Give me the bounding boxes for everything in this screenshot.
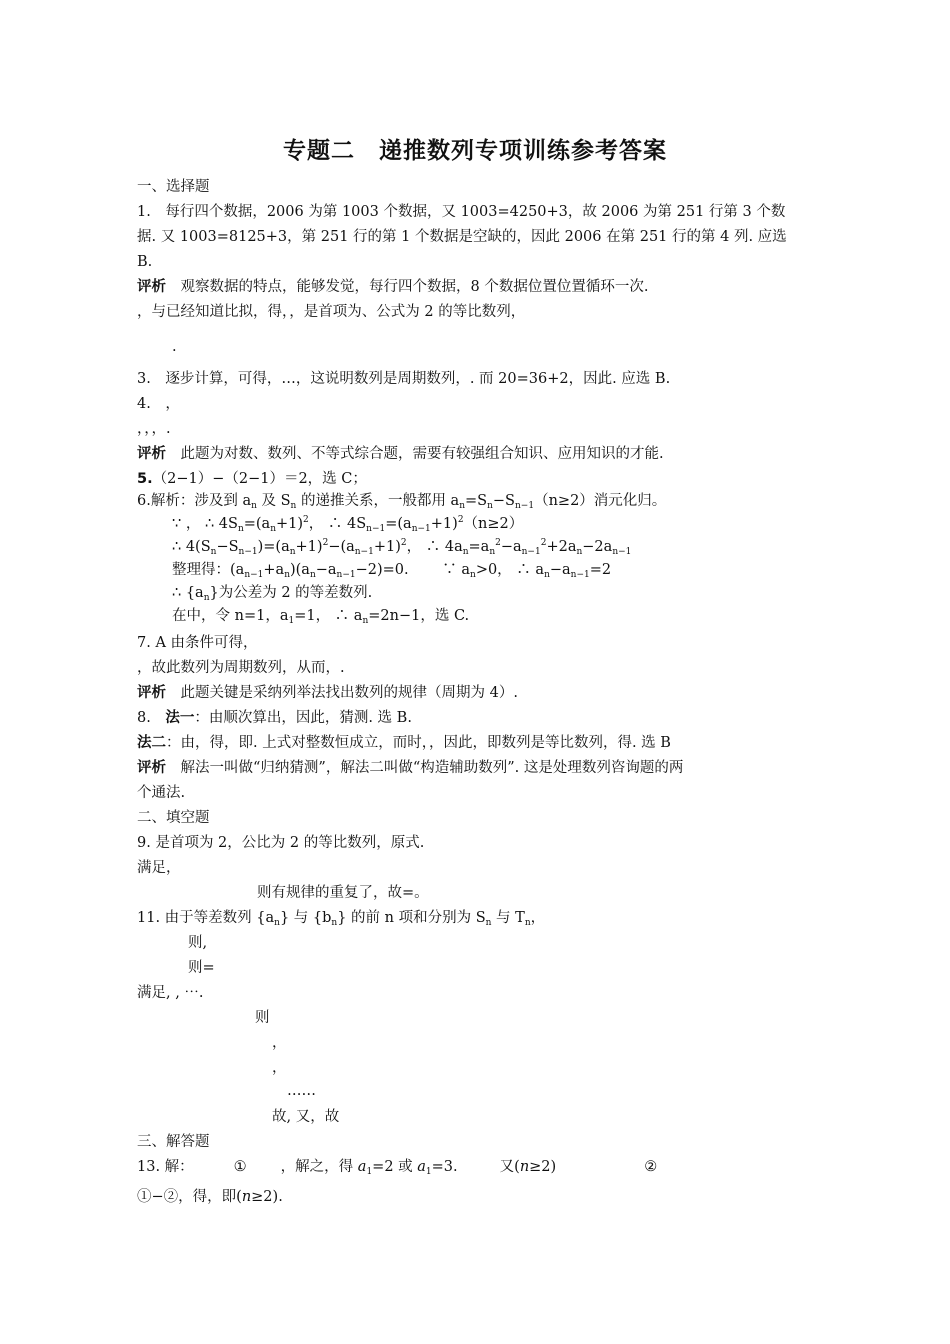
q1-line-3: B. xyxy=(137,254,153,270)
q6-line-6: 在中，令 n=1，$a_1=1$， ∴ $a_n=2n-1$，选 C. xyxy=(172,608,470,626)
q13-line-2: ①−②，得，即(n≥2). xyxy=(137,1189,283,1205)
q1-line-1: 1. 每行四个数据，2006 为第 1003 个数据，又 1003=4250+3，故 2006 为第 251 行第 3 个数 xyxy=(137,204,786,220)
q10-line-2: 则有规律的重复了，故=。 xyxy=(257,885,429,901)
q11-line-2: 则, xyxy=(188,935,208,951)
page-title: 专题二 递推数列专项训练参考答案 xyxy=(283,138,667,164)
q12-line-6: 故, 又，故 xyxy=(272,1109,340,1125)
q8-review xyxy=(137,757,683,779)
q6-line-5: ∴ $\{a_n\}$为公差为 2 的等差数列. xyxy=(172,585,373,603)
q6-line-1: 6.解析：涉及到 $a_n$ 及 $S_n$ 的递推关系，一般都用 $a_n=S_n-S_{n-1}(n\ge 2)$消元化归。 xyxy=(137,493,667,511)
q1-line-2: 据. 又 1003=8125+3，第 251 行的第 1 个数据是空缺的，因此 2006 在第 251 行的第 4 列. 应选 xyxy=(137,229,787,245)
review-text: 解法一叫做“归纳猜测”，解法二叫做“构造辅助数列”. 这是处理数列咨询题的两 xyxy=(166,760,684,776)
q6-line-2: ∵ ， ∴ $4S_n=(a_n+1)^2$， ∴ $4S_{n-1}=(a_{n-1}+1)^2(n\ge 2)$ xyxy=(172,515,524,534)
section-heading-choice: 一、选择题 xyxy=(137,179,210,195)
section-heading-fill: 二、填空题 xyxy=(137,810,210,826)
q2-line-2: . xyxy=(172,339,177,355)
q12-line-1: 满足, , ⋯. xyxy=(137,985,204,1001)
review-label: 评析 xyxy=(137,760,166,776)
q10-line-1: 满足， xyxy=(137,860,181,876)
q8-review-cont: 个通法. xyxy=(137,785,186,801)
q12-line-5: …… xyxy=(287,1083,316,1099)
q3-line: 3. 逐步计算，可得，…，这说明数列是周期数列，. 而 20=36+2，因此. 应选 B. xyxy=(137,371,671,387)
q6-line-4: 整理得：$(a_{n-1}+a_n)(a_n-a_{n-1}-2)=0$. ∵ $a_n>0$， ∴ $a_n-a_{n-1}=2$ xyxy=(172,562,612,580)
q1-review xyxy=(137,276,648,298)
q8-line-1: 8. 法一：由顺次算出，因此，猜测. 选 B. xyxy=(137,710,412,726)
method-label: 法二 xyxy=(137,735,166,751)
review-label: 评析 xyxy=(137,279,166,295)
q7-line-1: 7. A 由条件可得， xyxy=(137,635,258,651)
review-label: 评析 xyxy=(137,685,166,701)
q6-line-3: ∴ $4(S_n-S_{n-1})=(a_n+1)^2-(a_{n-1}+1)^2$， ∴ $4a_n=a_n^2-a_{n-1}^2+2a_n-2a_{n-1}$ xyxy=(172,538,632,557)
method-label: 法一 xyxy=(165,710,195,726)
q5-number: 5. xyxy=(137,471,153,487)
q4-line-2: ，，，. xyxy=(137,421,171,437)
q13-line-1: 13. 解： ① ，解之，得 $a_1=2$ 或 $a_1=3$. 又(n≥2) ② xyxy=(137,1159,658,1177)
q4-review xyxy=(137,443,664,465)
q11-line-1: 11. 由于等差数列 $\{a_n\}$ 与 $\{b_n\}$ 的前 n 项和分别为 $S_n$ 与 $T_n$， xyxy=(137,910,546,928)
review-text: 观察数据的特点，能够发觉，每行四个数据，8 个数据位置位置循环一次. xyxy=(166,279,649,295)
review-text: 此题为对数、数列、不等式综合题，需要有较强组合知识、应用知识的才能. xyxy=(166,446,664,462)
q9-line: 9. 是首项为 2，公比为 2 的等比数列，原式. xyxy=(137,835,425,851)
review-text: 此题关键是采纳列举法找出数列的规律（周期为 4）. xyxy=(166,685,518,701)
q5-text: （2−1）−（2−1）＝2，选 C； xyxy=(152,471,367,487)
q7-line-2: ，故此数列为周期数列，从而，. xyxy=(137,660,345,676)
q12-line-4: ， xyxy=(272,1060,287,1076)
q8-line-2: 法二：由，得，即. 上式对整数恒成立，而时，，因此，即数列是等比数列，得. 选 B xyxy=(137,735,671,751)
review-label: 评析 xyxy=(137,446,166,462)
q11-line-3: 则= xyxy=(188,960,215,976)
q5-line xyxy=(137,468,367,490)
q4-line-1: 4. ， xyxy=(137,396,180,412)
q2-line-1: ，与已经知道比拟，得，，是首项为、公式为 2 的等比数列， xyxy=(137,304,526,320)
q12-line-2: 则 xyxy=(255,1010,270,1026)
section-heading-solve: 三、解答题 xyxy=(137,1134,210,1150)
q12-line-3: ， xyxy=(272,1035,287,1051)
q7-review xyxy=(137,682,518,704)
